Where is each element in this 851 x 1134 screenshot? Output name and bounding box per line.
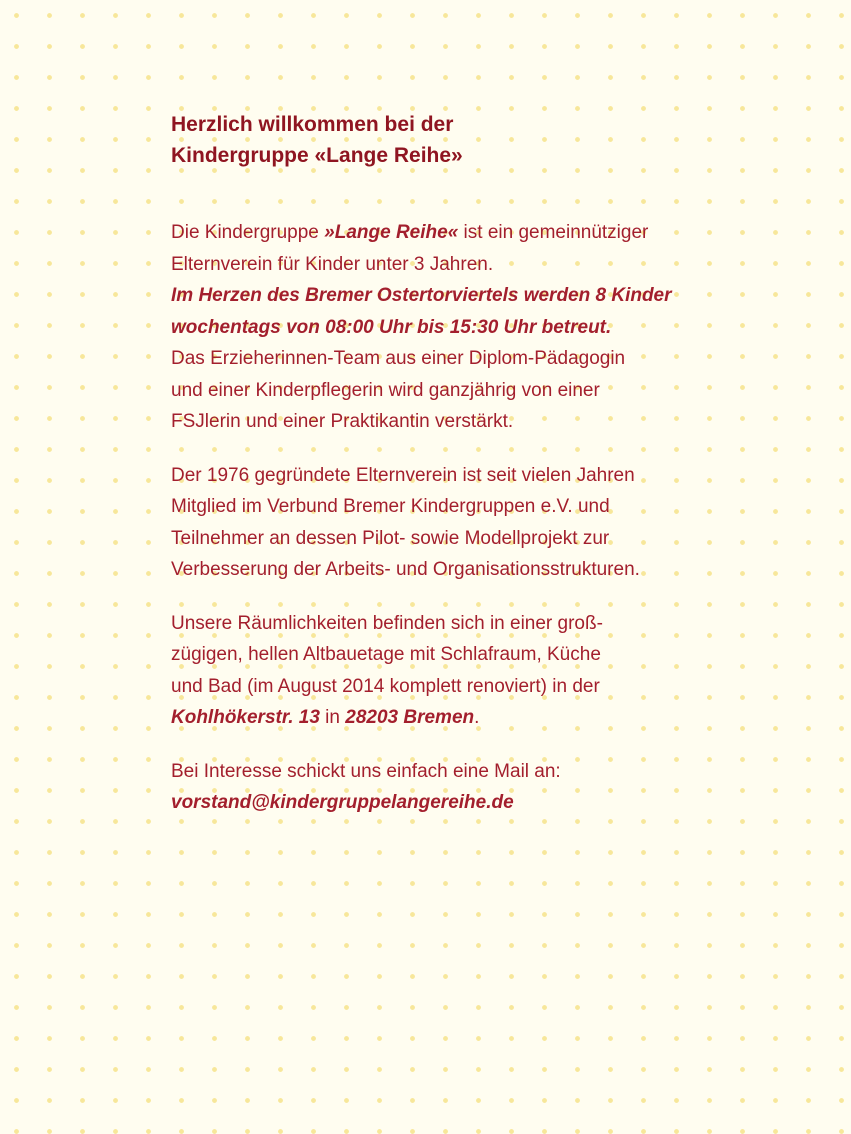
address-period: . <box>474 707 480 728</box>
contact-paragraph <box>171 756 731 819</box>
page-title <box>171 109 731 171</box>
rooms-line-1: Unsere Räumlichkeiten befinden sich in einer groß- <box>171 612 603 634</box>
street-address: Kohlhökerstr. 13 <box>171 707 320 728</box>
intro-line-4: wochentags von 08:00 Uhr bis 15:30 Uhr betreut. <box>171 316 612 338</box>
intro-paragraph <box>171 217 731 438</box>
intro-text-a: Die Kindergruppe <box>171 222 325 243</box>
title-line-1: Herzlich willkommen bei der <box>171 113 454 136</box>
history-line-1: Der 1976 gegründete Elternverein ist seit vielen Jahren <box>171 464 635 486</box>
intro-line-3: Im Herzen des Bremer Ostertorviertels werden 8 Kinder <box>171 285 672 306</box>
email-link[interactable]: vorstand@kindergruppelangereihe.de <box>171 792 514 813</box>
rooms-line-2: zügigen, hellen Altbauetage mit Schlafraum, Küche <box>171 644 601 665</box>
history-paragraph <box>171 460 731 586</box>
address-line <box>171 702 731 734</box>
intro-line-6: und einer Kinderpflegerin wird ganzjährig von einer <box>171 379 600 401</box>
intro-line-2: Elternverein für Kinder unter 3 Jahren. <box>171 253 494 275</box>
history-line-4: Verbesserung der Arbeits- und Organisationsstrukturen. <box>171 559 640 580</box>
intro-line-5: Das Erzieherinnen-Team aus einer Diplom-Pädagogin <box>171 348 626 369</box>
title-line-2: Kindergruppe «Lange Reihe» <box>171 144 463 167</box>
intro-line-7: FSJlerin und einer Praktikantin verstärkt. <box>171 411 514 432</box>
intro-line-1 <box>171 217 731 249</box>
address-in: in <box>319 707 346 728</box>
history-line-3: Teilnehmer an dessen Pilot- sowie Modellprojekt zur <box>171 527 610 549</box>
history-line-2: Mitglied im Verbund Bremer Kindergruppen e.V. und <box>171 496 610 517</box>
intro-text-b: ist ein gemeinnütziger <box>458 222 649 243</box>
main-content <box>171 109 731 841</box>
rooms-paragraph <box>171 608 731 734</box>
postal-city: 28203 Bremen <box>345 707 475 728</box>
group-name: »Lange Reihe« <box>324 222 459 243</box>
rooms-line-3: und Bad (im August 2014 komplett renoviert) in der <box>171 675 600 697</box>
contact-text: Bei Interesse schickt uns einfach eine Mail an: <box>171 760 561 782</box>
